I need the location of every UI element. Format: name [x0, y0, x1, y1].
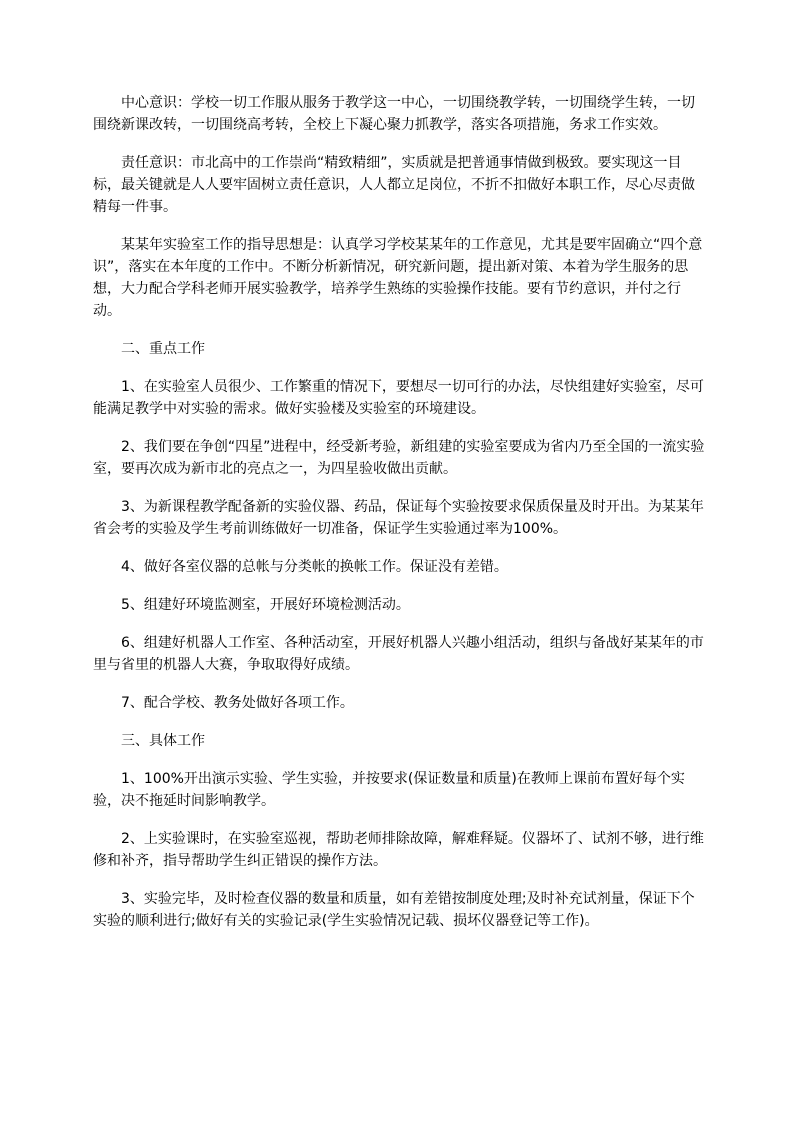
section-heading-key-work: 二、重点工作: [121, 341, 205, 357]
list-item-key-work-4: 4、做好各室仪器的总帐与分类帐的换帐工作。保证没有差错。: [121, 559, 508, 575]
list-item-specific-work-1: 1、100%开出演示实验、学生实验，并按要求(保证数量和质量)在教师上课前布置好每个实验，决不拖延时间影响教学。: [93, 771, 685, 809]
list-item-specific-work-3: 3、实验完毕，及时检查仪器的数量和质量，如有差错按制度处理;及时补充试剂量，保证下个实验的顺利进行;做好有关的实验记录(学生实验情况记载、损坏仪器登记等工作)。: [93, 891, 695, 929]
list-item-specific-work-2: 2、上实验课时，在实验室巡视，帮助老师排除故障，解难释疑。仪器坏了、试剂不够，进行维修和补齐，指导帮助学生纠正错误的操作方法。: [93, 831, 704, 869]
paragraph-responsibility-awareness: 责任意识：市北高中的工作崇尚“精致精细”，实质就是把普通事情做到极致。要实现这一目标，最关键就是人人要牢固树立责任意识，人人都立足岗位，不折不扣做好本职工作，尽心尽责做精每一件事。: [93, 155, 695, 215]
list-item-key-work-7: 7、配合学校、教务处做好各项工作。: [121, 695, 354, 711]
paragraph-guiding-thought: 某某年实验室工作的指导思想是：认真学习学校某某年的工作意见，尤其是要牢固确立“四个意识”，落实在本年度的工作中。不断分析新情况，研究新问题，提出新对策、本着为学生服务的思想，大力配合学科老师开展实验教学，培养学生熟练的实验操作技能。要有节约意识，并付之行动。: [93, 237, 703, 319]
list-item-key-work-3: 3、为新课程教学配备新的实验仪器、药品，保证每个实验按要求保质保量及时开出。为某某年省会考的实验及学生考前训练做好一切准备，保证学生实验通过率为100%。: [93, 499, 704, 537]
list-item-key-work-2: 2、我们要在争创“四星”进程中，经受新考验，新组建的实验室要成为省内乃至全国的一流实验室，要再次成为新市北的亮点之一，为四星验收做出贡献。: [93, 439, 705, 477]
document-page: [93, 92, 705, 948]
section-heading-specific-work: 三、具体工作: [121, 733, 205, 749]
list-item-key-work-1: 1、在实验室人员很少、工作繁重的情况下，要想尽一切可行的办法，尽快组建好实验室，尽可能满足教学中对实验的需求。做好实验楼及实验室的环境建设。: [93, 379, 704, 417]
list-item-key-work-6: 6、组建好机器人工作室、各种活动室，开展好机器人兴趣小组活动，组织与备战好某某年的市里与省里的机器人大赛，争取取得好成绩。: [93, 635, 704, 673]
paragraph-center-awareness: 中心意识：学校一切工作服从服务于教学这一中心，一切围绕教学转，一切围绕学生转，一切围绕新课改转，一切围绕高考转，全校上下凝心聚力抓教学，落实各项措施，务求工作实效。: [93, 95, 695, 133]
list-item-key-work-5: 5、组建好环境监测室，开展好环境检测活动。: [121, 597, 410, 613]
